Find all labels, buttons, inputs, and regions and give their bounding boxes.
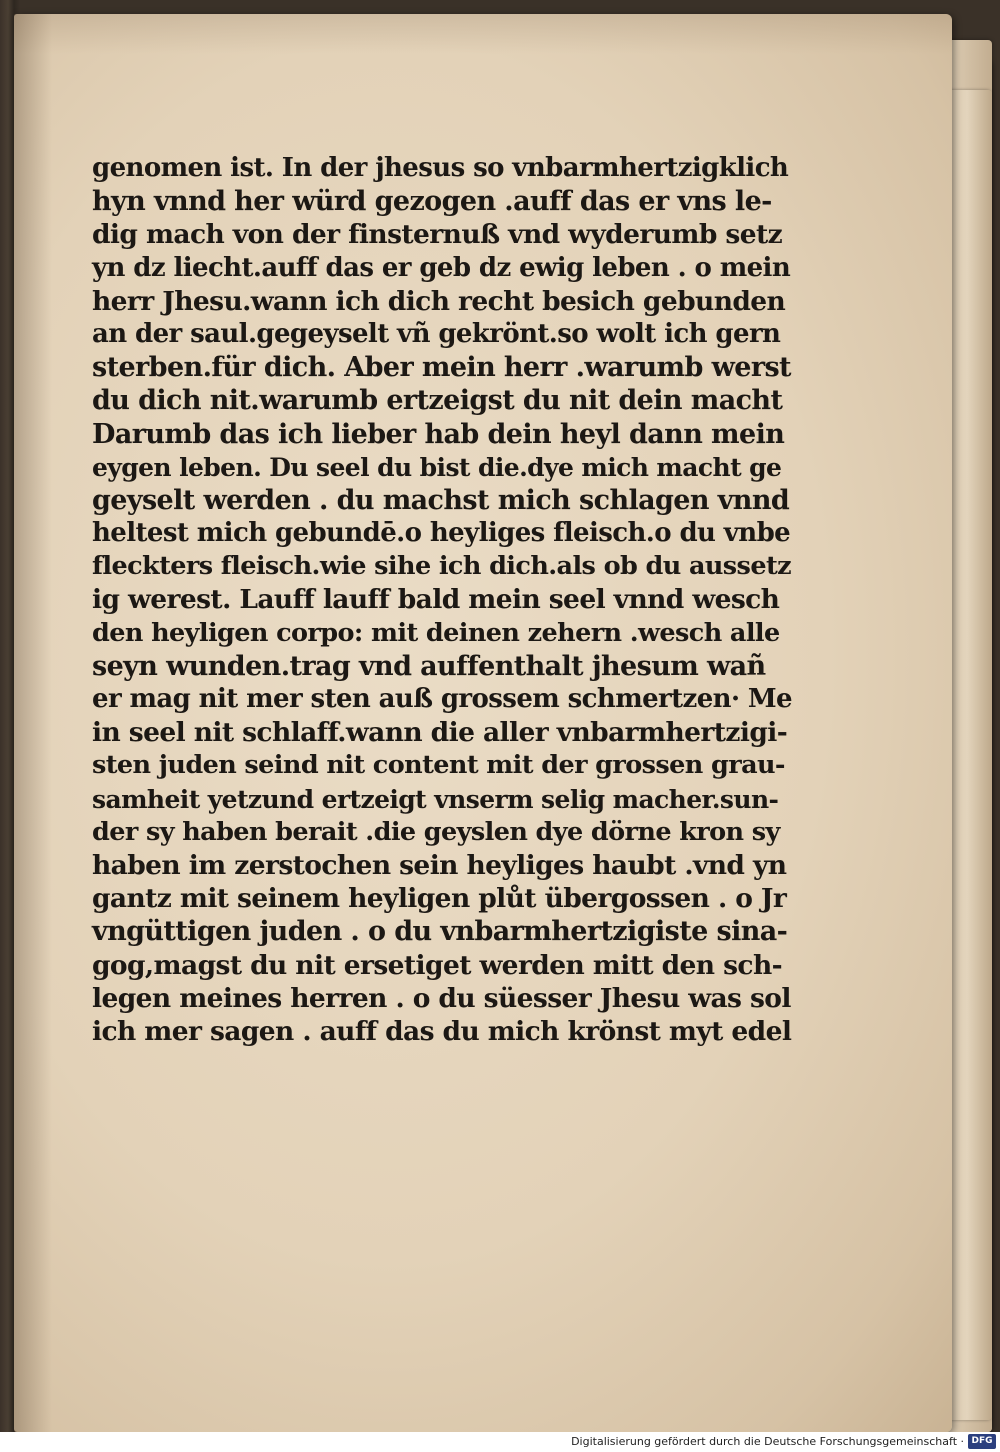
text-line: vngüttigen juden . o du vnbarmhertzigiste sina- xyxy=(92,916,788,948)
digitization-credit: Digitalisierung gefördert durch die Deutsche Forschungsgemeinschaft · xyxy=(571,1435,964,1448)
text-line: du dich nit.warumb ertzeigst du nit dein macht xyxy=(92,385,783,417)
text-line: den heyligen corpo: mit deinen zehern .wesch alle xyxy=(92,617,780,648)
text-line: eygen leben. Du seel du bist die.dye mich macht ge xyxy=(92,452,782,482)
text-line: ig werest. Lauff lauff bald mein seel vnnd wesch xyxy=(92,584,780,616)
text-line: haben im zerstochen sein heyliges haubt .vnd yn xyxy=(92,849,787,881)
text-line: an der saul.gegeyselt vñ gekrönt.so wolt ich gern xyxy=(92,318,781,349)
text-line: heltest mich gebundē.o heyliges fleisch.o du vnbe xyxy=(92,518,791,549)
text-line: in seel nit schlaff.wann die aller vnbarmhertzigi- xyxy=(92,717,788,749)
text-line: hyn vnnd her würd gezogen .auff das er vns le- xyxy=(92,186,772,218)
text-line: gantz mit seinem heyligen plůt übergossen . o Jr xyxy=(92,883,787,915)
text-line: geyselt werden . du machst mich schlagen vnnd xyxy=(92,484,790,516)
text-line: der sy haben berait .die geyslen dye dörne kron sy xyxy=(92,816,780,847)
blackletter-text-block xyxy=(92,152,792,1048)
text-line: legen meines herren . o du süesser Jhesu was sol xyxy=(92,982,791,1014)
text-line: dig mach von der finsternuß vnd wyderumb setz xyxy=(92,219,783,251)
text-line: er mag nit mer sten auß grossem schmertzen· Me xyxy=(92,684,792,714)
text-line: samheit yetzund ertzeigt vnserm selig macher.sun- xyxy=(92,784,779,814)
text-line: seyn wunden.trag vnd auffenthalt jhesum wañ xyxy=(92,650,766,682)
dfg-logo: DFG xyxy=(968,1434,996,1449)
text-line: gog,magst du nit ersetiget werden mitt den sch- xyxy=(92,949,783,981)
text-line: sterben.für dich. Aber mein herr .warumb werst xyxy=(92,352,791,384)
text-line: genomen ist. In der jhesus so vnbarmhertzigklich xyxy=(92,153,789,183)
text-line: fleckters fleisch.wie sihe ich dich.als ob du aussetz xyxy=(92,551,791,582)
text-line: ich mer sagen . auff das du mich krönst myt edel xyxy=(92,1015,792,1047)
text-line: herr Jhesu.wann ich dich recht besich gebunden xyxy=(92,285,786,317)
book-page xyxy=(14,14,952,1432)
text-line: yn dz liecht.auff das er geb dz ewig leben . o mein xyxy=(92,252,791,283)
text-line: Darumb das ich lieber hab dein heyl dann mein xyxy=(92,418,785,450)
text-line: sten juden seind nit content mit der grossen grau- xyxy=(92,750,785,781)
